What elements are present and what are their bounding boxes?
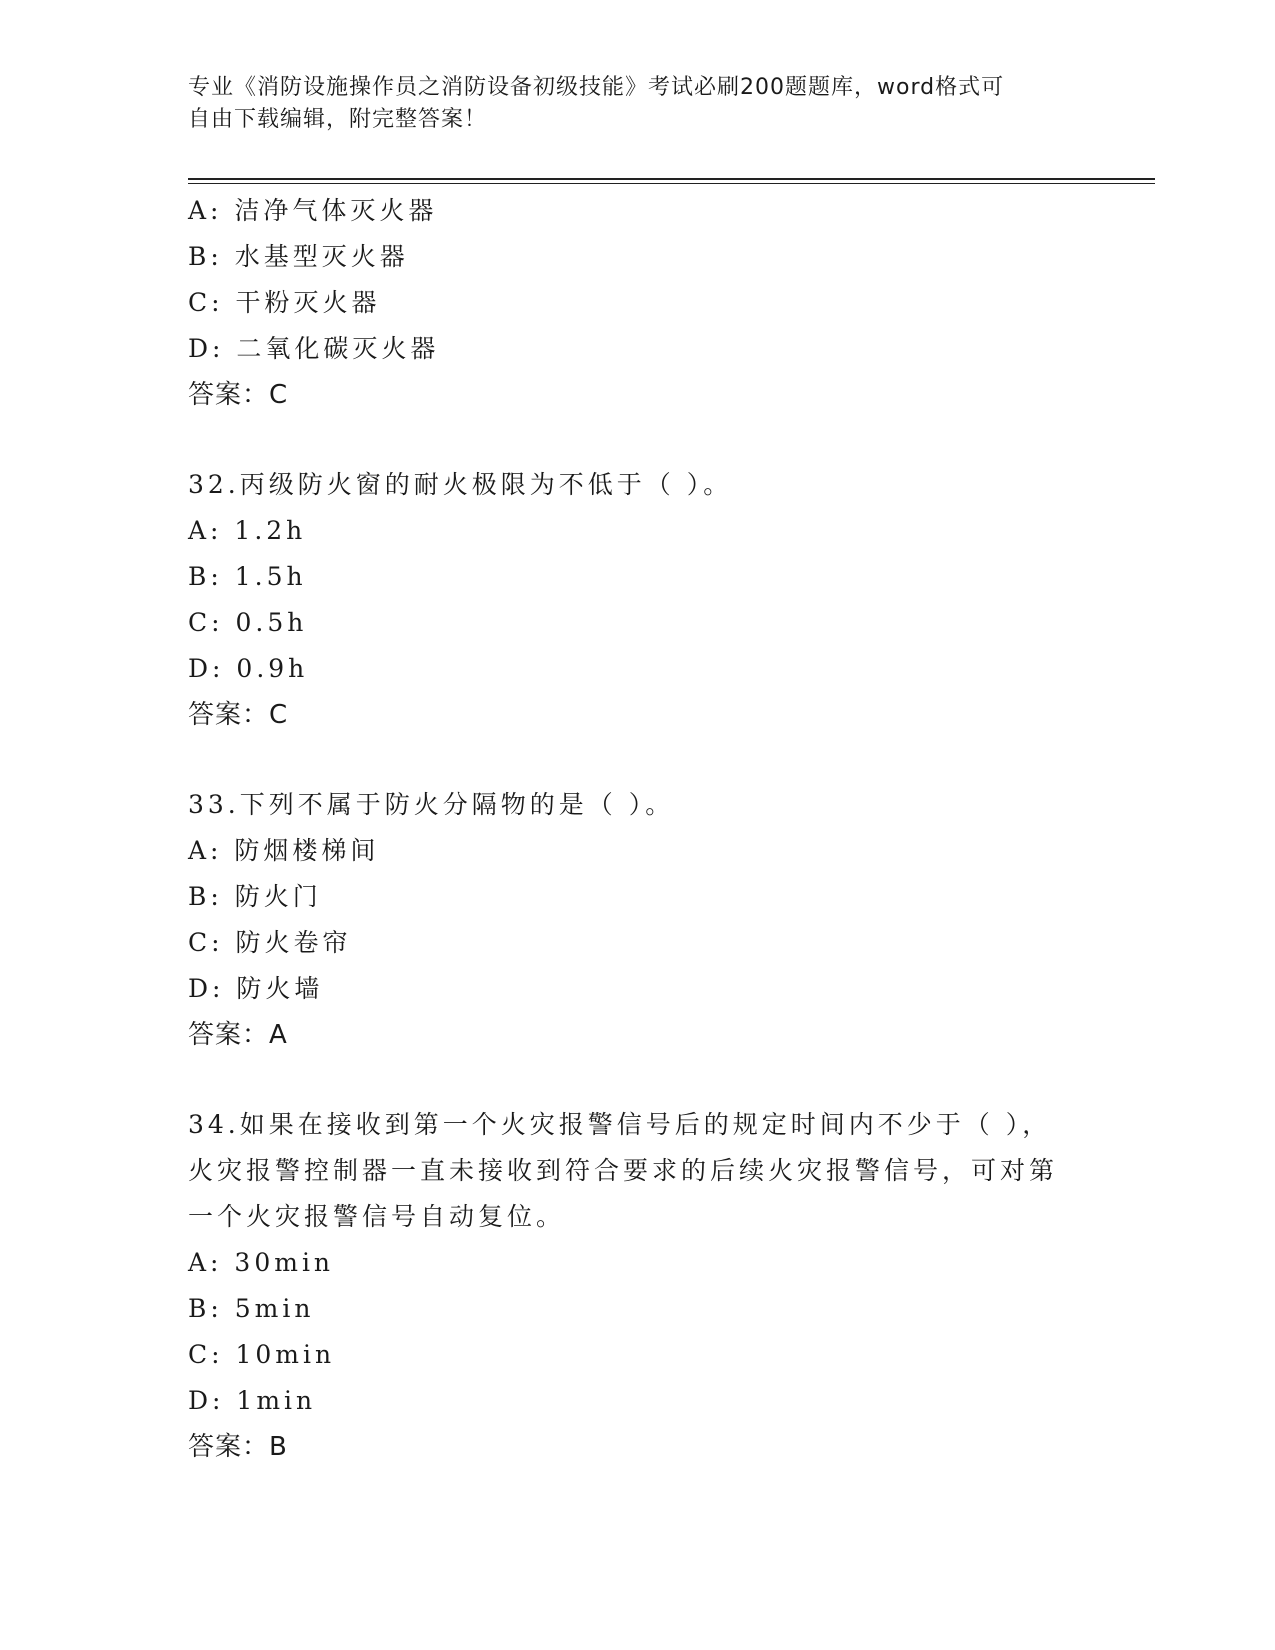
header-line-1: 专业《消防设施操作员之消防设备初级技能》考试必刷200题题库，word格式可 bbox=[188, 75, 1005, 100]
question-stem-line-2: 火灾报警控制器一直未接收到符合要求的后续火灾报警信号，可对第 bbox=[188, 1156, 1059, 1185]
answer-label: 答案：C bbox=[188, 700, 289, 730]
header-divider-thick bbox=[188, 178, 1155, 180]
option-c: C: 10min bbox=[188, 1340, 336, 1369]
question-34 bbox=[188, 1102, 1088, 1470]
option-d: D: 0.9h bbox=[188, 654, 309, 683]
option-a: A: 1.2h bbox=[188, 516, 307, 545]
question-list bbox=[188, 188, 1088, 1470]
question-stem: 33.下列不属于防火分隔物的是（ ）。 bbox=[188, 790, 675, 819]
option-b: B: 防火门 bbox=[188, 882, 322, 911]
option-c: C: 0.5h bbox=[188, 608, 308, 637]
option-b: B: 水基型灭火器 bbox=[188, 242, 409, 271]
option-a: A: 洁净气体灭火器 bbox=[188, 196, 438, 225]
question-stem-line-1: 34.如果在接收到第一个火灾报警信号后的规定时间内不少于（ ）， bbox=[188, 1110, 1052, 1139]
option-c: C: 防火卷帘 bbox=[188, 928, 352, 957]
option-b: B: 1.5h bbox=[188, 562, 307, 591]
question-33 bbox=[188, 782, 1088, 1058]
option-d: D: 二氧化碳灭火器 bbox=[188, 334, 440, 363]
question-spacer bbox=[188, 1058, 1088, 1102]
document-header bbox=[188, 72, 1068, 136]
option-b: B: 5min bbox=[188, 1294, 315, 1323]
question-32 bbox=[188, 462, 1088, 738]
answer-label: 答案：B bbox=[188, 1432, 288, 1462]
answer-label: 答案：C bbox=[188, 380, 289, 410]
question-stem-line-3: 一个火灾报警信号自动复位。 bbox=[188, 1202, 566, 1231]
header-divider-thin bbox=[188, 183, 1155, 184]
question-spacer bbox=[188, 738, 1088, 782]
option-a: A: 防烟楼梯间 bbox=[188, 836, 380, 865]
question-spacer bbox=[188, 418, 1088, 462]
question-31 bbox=[188, 188, 1088, 418]
option-d: D: 防火墙 bbox=[188, 974, 324, 1003]
option-c: C: 干粉灭火器 bbox=[188, 288, 381, 317]
option-d: D: 1min bbox=[188, 1386, 317, 1415]
question-stem: 32.丙级防火窗的耐火极限为不低于（ ）。 bbox=[188, 470, 733, 499]
answer-label: 答案：A bbox=[188, 1020, 288, 1050]
header-line-2: 自由下载编辑，附完整答案！ bbox=[188, 107, 488, 132]
option-a: A: 30min bbox=[188, 1248, 335, 1277]
